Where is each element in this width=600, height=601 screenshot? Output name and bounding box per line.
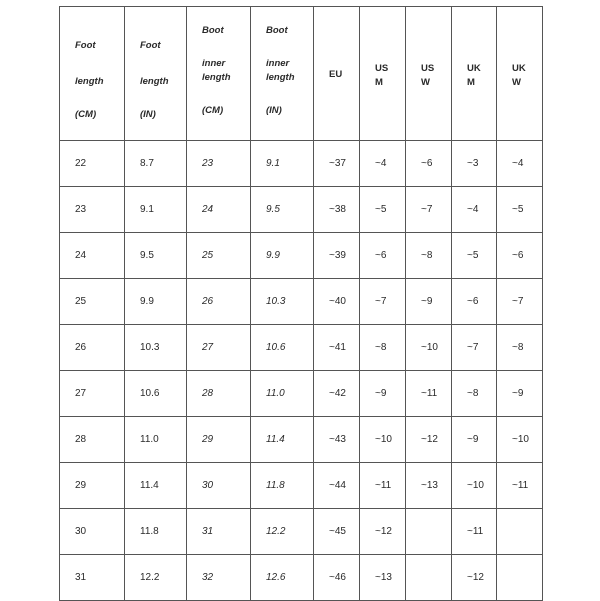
cell-uk-m: ~8: [452, 371, 497, 417]
cell-eu: ~40: [314, 279, 360, 325]
cell-boot-in: 12.2: [251, 509, 314, 555]
table-row: [60, 463, 543, 509]
cell-us-m: ~13: [360, 555, 406, 601]
header-text: M: [467, 77, 475, 88]
cell-eu: ~46: [314, 555, 360, 601]
header-text: M: [375, 77, 383, 88]
cell-uk-m: ~9: [452, 417, 497, 463]
cell-boot-in: 11.8: [251, 463, 314, 509]
cell-eu: ~44: [314, 463, 360, 509]
table-row: [60, 187, 543, 233]
cell-us-m: ~8: [360, 325, 406, 371]
cell-us-w: ~6: [406, 141, 452, 187]
cell-us-m: ~4: [360, 141, 406, 187]
cell-foot-cm: 27: [60, 371, 125, 417]
header-text: UK: [467, 63, 481, 74]
cell-us-w: [406, 509, 452, 555]
cell-us-w: ~8: [406, 233, 452, 279]
cell-foot-in: 9.1: [125, 187, 187, 233]
cell-us-w: ~11: [406, 371, 452, 417]
header-text: Foot: [140, 40, 161, 51]
cell-eu: ~37: [314, 141, 360, 187]
cell-uk-m: ~7: [452, 325, 497, 371]
cell-uk-w: ~4: [497, 141, 543, 187]
cell-foot-cm: 29: [60, 463, 125, 509]
cell-foot-cm: 30: [60, 509, 125, 555]
cell-us-w: [406, 555, 452, 601]
header-text: length: [266, 72, 295, 83]
cell-eu: ~42: [314, 371, 360, 417]
cell-foot-cm: 31: [60, 555, 125, 601]
cell-foot-in: 9.9: [125, 279, 187, 325]
header-text: US: [421, 63, 435, 74]
cell-boot-in: 9.5: [251, 187, 314, 233]
header-uk-m: [452, 7, 497, 141]
cell-foot-in: 10.3: [125, 325, 187, 371]
cell-boot-in: 11.4: [251, 417, 314, 463]
header-eu: [314, 7, 360, 141]
header-text: Boot: [266, 25, 288, 36]
header-text: W: [421, 77, 430, 88]
cell-eu: ~45: [314, 509, 360, 555]
cell-eu: ~41: [314, 325, 360, 371]
cell-foot-cm: 23: [60, 187, 125, 233]
table-row: [60, 509, 543, 555]
table-row: [60, 417, 543, 463]
cell-uk-w: ~9: [497, 371, 543, 417]
cell-us-m: ~6: [360, 233, 406, 279]
cell-foot-in: 11.8: [125, 509, 187, 555]
header-text: (IN): [266, 105, 282, 116]
cell-foot-cm: 22: [60, 141, 125, 187]
header-text: length: [75, 76, 104, 87]
cell-uk-w: ~11: [497, 463, 543, 509]
header-text: W: [512, 77, 521, 88]
header-foot-length-in: [125, 7, 187, 141]
cell-us-m: ~10: [360, 417, 406, 463]
cell-eu: ~39: [314, 233, 360, 279]
cell-uk-w: [497, 555, 543, 601]
table-row: [60, 555, 543, 601]
cell-boot-in: 9.1: [251, 141, 314, 187]
cell-boot-in: 10.3: [251, 279, 314, 325]
cell-uk-w: ~5: [497, 187, 543, 233]
header-text: length: [140, 76, 169, 87]
cell-us-m: ~11: [360, 463, 406, 509]
cell-us-m: ~7: [360, 279, 406, 325]
header-text: Foot: [75, 40, 96, 51]
header-text: inner: [266, 58, 290, 69]
cell-boot-cm: 29: [187, 417, 251, 463]
header-text: (IN): [140, 109, 156, 120]
header-text: Boot: [202, 25, 224, 36]
cell-boot-cm: 31: [187, 509, 251, 555]
table-row: [60, 233, 543, 279]
header-text: inner: [202, 58, 226, 69]
cell-us-w: ~12: [406, 417, 452, 463]
cell-eu: ~38: [314, 187, 360, 233]
cell-uk-w: ~6: [497, 233, 543, 279]
cell-foot-in: 10.6: [125, 371, 187, 417]
cell-uk-m: ~3: [452, 141, 497, 187]
table-row: [60, 279, 543, 325]
table-row: [60, 325, 543, 371]
cell-boot-in: 10.6: [251, 325, 314, 371]
cell-foot-cm: 28: [60, 417, 125, 463]
header-text: UK: [512, 63, 526, 74]
header-uk-w: [497, 7, 543, 141]
header-boot-inner-length-in: [251, 7, 314, 141]
cell-uk-m: ~12: [452, 555, 497, 601]
cell-us-w: ~7: [406, 187, 452, 233]
cell-foot-in: 9.5: [125, 233, 187, 279]
header-text: (CM): [202, 105, 224, 116]
cell-boot-in: 9.9: [251, 233, 314, 279]
cell-eu: ~43: [314, 417, 360, 463]
cell-uk-m: ~4: [452, 187, 497, 233]
header-boot-inner-length-cm: [187, 7, 251, 141]
cell-uk-w: ~10: [497, 417, 543, 463]
cell-foot-cm: 25: [60, 279, 125, 325]
header-us-m: [360, 7, 406, 141]
table-row: [60, 141, 543, 187]
header-row: [60, 7, 543, 141]
cell-uk-w: ~7: [497, 279, 543, 325]
cell-us-m: ~12: [360, 509, 406, 555]
cell-us-w: ~10: [406, 325, 452, 371]
cell-uk-w: ~8: [497, 325, 543, 371]
cell-foot-cm: 24: [60, 233, 125, 279]
cell-foot-in: 12.2: [125, 555, 187, 601]
cell-boot-cm: 25: [187, 233, 251, 279]
size-chart-table: [59, 6, 543, 601]
cell-foot-in: 8.7: [125, 141, 187, 187]
header-text: US: [375, 63, 389, 74]
cell-us-w: ~9: [406, 279, 452, 325]
cell-boot-in: 12.6: [251, 555, 314, 601]
header-us-w: [406, 7, 452, 141]
header-text: (CM): [75, 109, 97, 120]
cell-uk-m: ~5: [452, 233, 497, 279]
cell-uk-w: [497, 509, 543, 555]
header-foot-length-cm: [60, 7, 125, 141]
header-text: EU: [329, 69, 343, 80]
cell-boot-cm: 28: [187, 371, 251, 417]
cell-foot-in: 11.4: [125, 463, 187, 509]
cell-foot-in: 11.0: [125, 417, 187, 463]
cell-boot-cm: 27: [187, 325, 251, 371]
header-text: length: [202, 72, 231, 83]
cell-boot-cm: 24: [187, 187, 251, 233]
cell-foot-cm: 26: [60, 325, 125, 371]
cell-us-m: ~5: [360, 187, 406, 233]
cell-uk-m: ~6: [452, 279, 497, 325]
cell-us-m: ~9: [360, 371, 406, 417]
cell-uk-m: ~10: [452, 463, 497, 509]
table-row: [60, 371, 543, 417]
cell-boot-cm: 26: [187, 279, 251, 325]
cell-boot-cm: 23: [187, 141, 251, 187]
cell-boot-cm: 30: [187, 463, 251, 509]
cell-uk-m: ~11: [452, 509, 497, 555]
cell-boot-in: 11.0: [251, 371, 314, 417]
cell-us-w: ~13: [406, 463, 452, 509]
cell-boot-cm: 32: [187, 555, 251, 601]
